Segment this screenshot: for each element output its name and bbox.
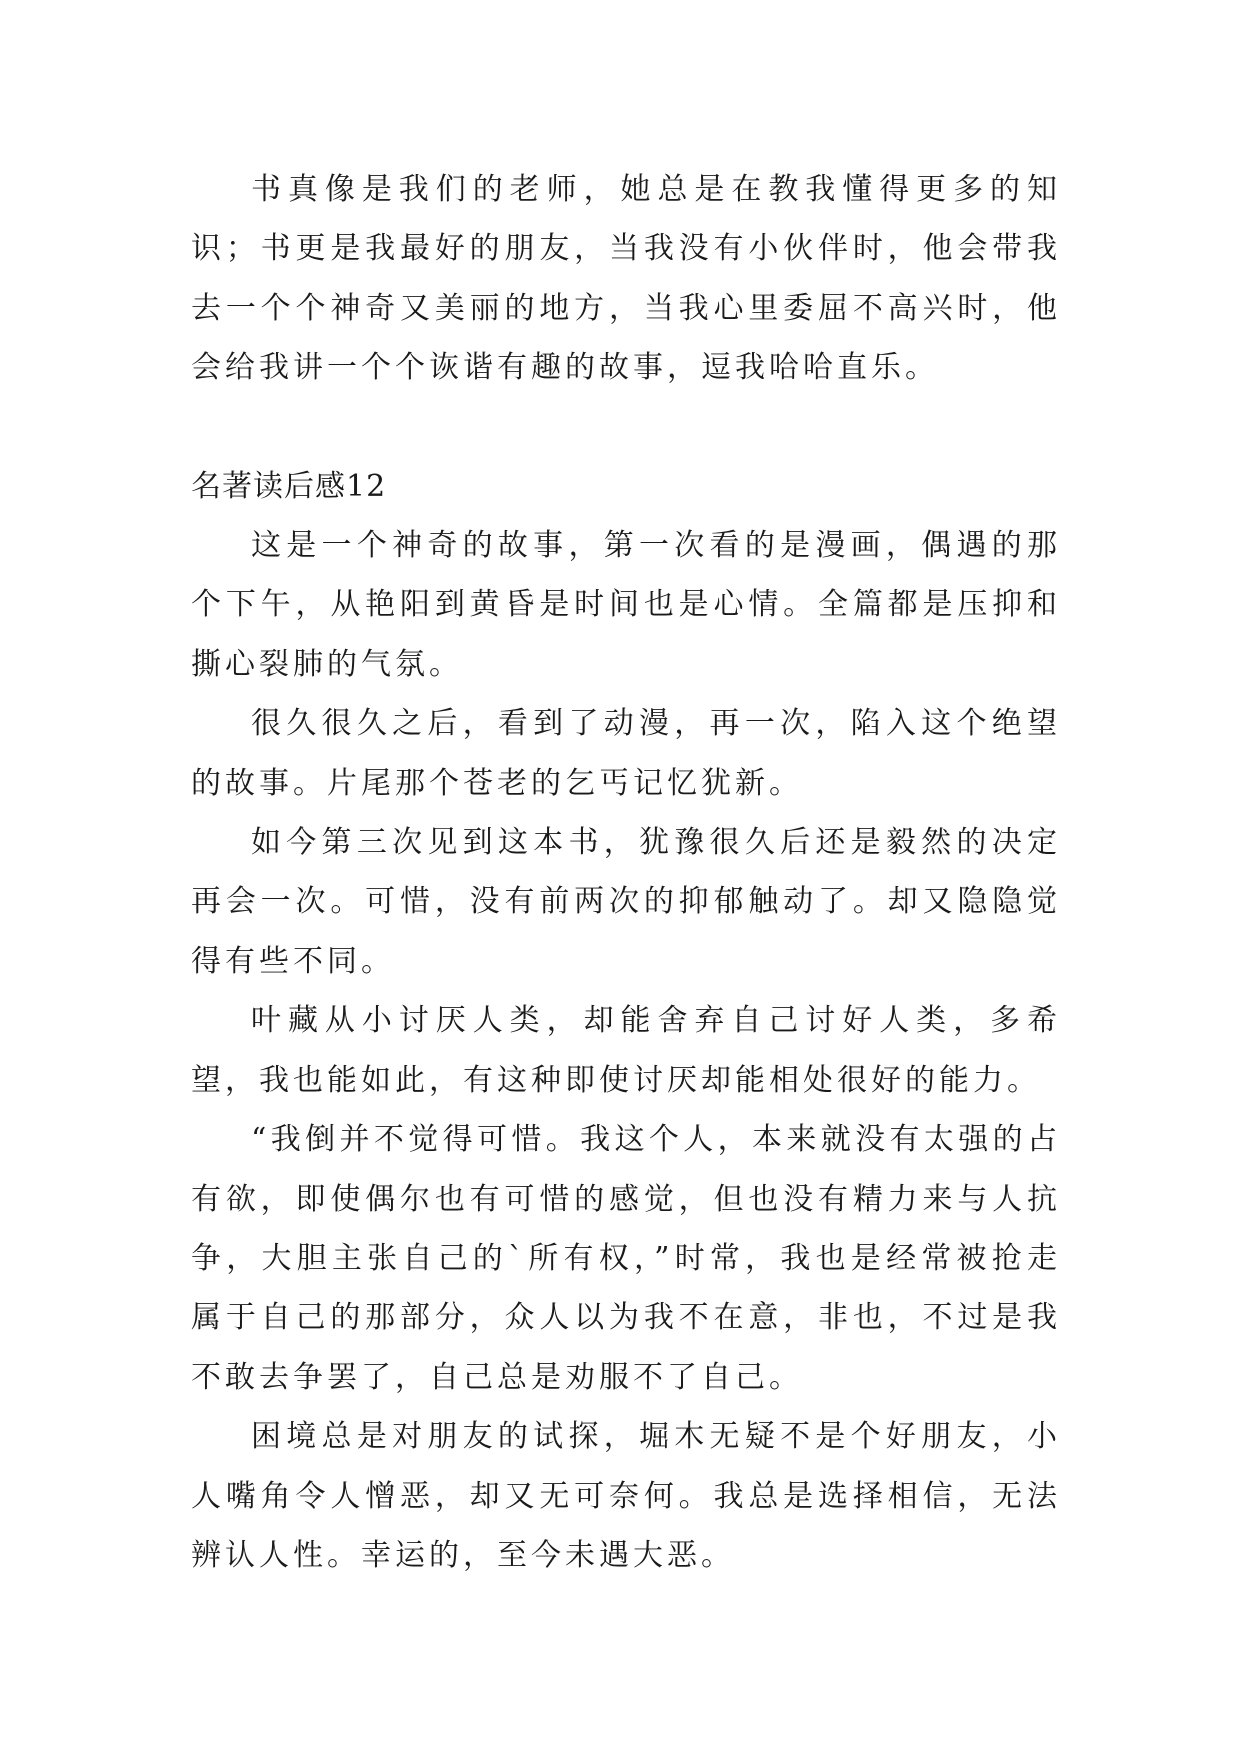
paragraph-5: “我倒并不觉得可惜。我这个人，本来就没有太强的占有欲，即使偶尔也有可惜的感觉，但也没有精力来与人抗争，大胆主张自己的`所有权，”时常，我也是经常被抢走属于自己的那部分，众人以为我不在意，非也，不过是我不敢去争罢了，自己总是劝服不了自己。 <box>191 1122 1061 1395</box>
paragraph-spacer <box>191 398 1061 457</box>
paragraph-3: 如今第三次见到这本书，犹豫很久后还是毅然的决定再会一次。可惜，没有前两次的抑郁触动了。却又隐隐觉得有些不同。 <box>191 825 1061 979</box>
paragraph-1: 这是一个神奇的故事，第一次看的是漫画，偶遇的那个下午，从艳阳到黄昏是时间也是心情。全篇都是压抑和撕心裂肺的气氛。 <box>191 528 1061 682</box>
document-body <box>191 160 1061 1585</box>
paragraph-intro: 书真像是我们的老师，她总是在教我懂得更多的知识；书更是我最好的朋友，当我没有小伙伴时，他会带我去一个个神奇又美丽的地方，当我心里委屈不高兴时，他会给我讲一个个诙谐有趣的故事，逗我哈哈直乐。 <box>191 172 1061 386</box>
paragraph-6: 困境总是对朋友的试探，堀木无疑不是个好朋友，小人嘴角令人憎恶，却又无可奈何。我总是选择相信，无法辨认人性。幸运的，至今未遇大恶。 <box>191 1419 1061 1573</box>
paragraph-2: 很久很久之后，看到了动漫，再一次，陷入这个绝望的故事。片尾那个苍老的乞丐记忆犹新。 <box>191 706 1061 801</box>
paragraph-4: 叶藏从小讨厌人类，却能舍弃自己讨好人类，多希望，我也能如此，有这种即使讨厌却能相处很好的能力。 <box>191 1003 1061 1098</box>
section-title: 名著读后感12 <box>191 468 387 504</box>
